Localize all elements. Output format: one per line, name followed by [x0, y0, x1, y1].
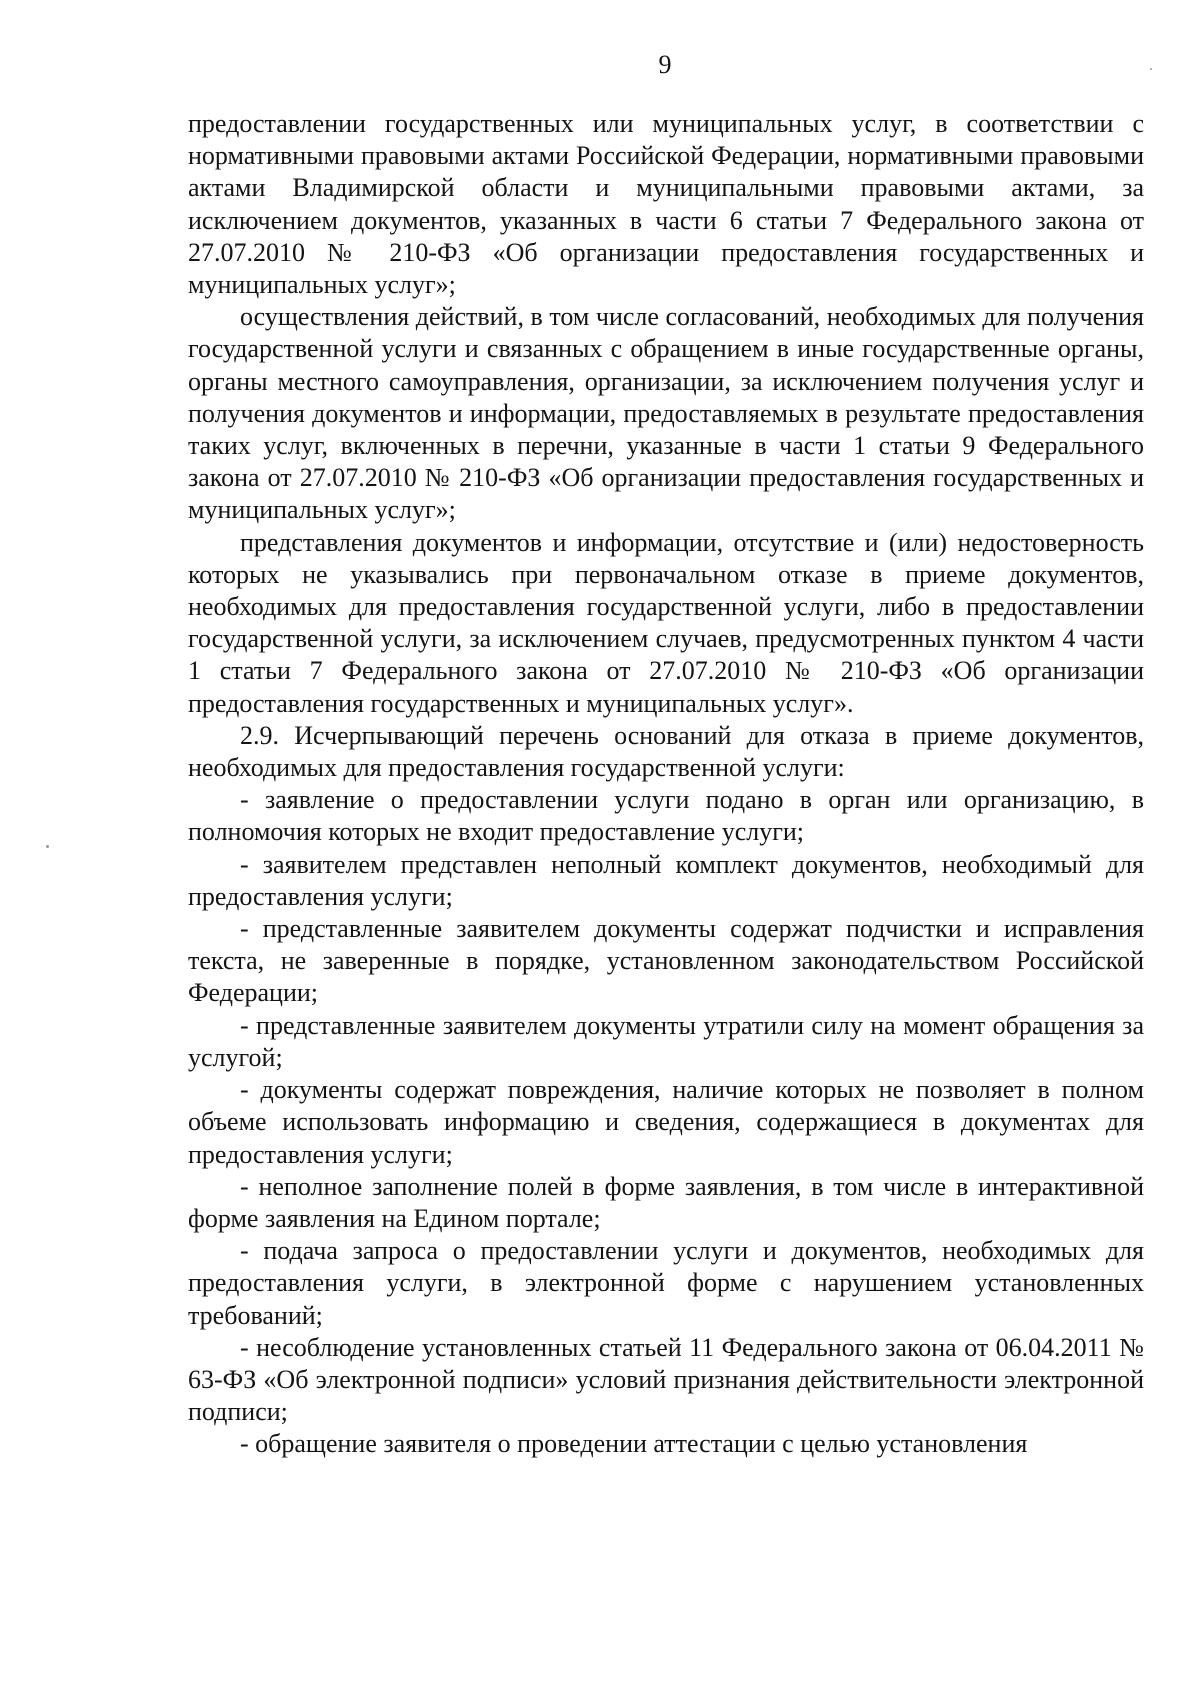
- list-item-6: - неполное заполнение полей в форме заявления, в том числе в интерактивной форме заявления на Едином портале;: [188, 1171, 1144, 1233]
- page-number: 9: [658, 50, 672, 79]
- list-item-1: - заявление о предоставлении услуги подано в орган или организацию, в полномочия которых не входит предоставление услуги;: [188, 785, 1144, 847]
- scan-speck: [46, 845, 49, 848]
- list-item-2: - заявителем представлен неполный комплект документов, необходимый для предоставления услуги;: [188, 849, 1144, 911]
- list-item-8: - несоблюдение установленных статьей 11 Федерального закона от 06.04.2011 № 63-ФЗ «Об электронной подписи» условий признания действительности электронной подписи;: [188, 1332, 1144, 1427]
- paragraph-3: представления документов и информации, отсутствие и (или) недостоверность которых не указывались при первоначальном отказе в приеме документов, необходимых для предоставления государственной услуги, либо в предоставлении государственной услуги, за исключением случаев, предусмотренных пунктом 4 части 1 статьи 7 Федерального закона от 27.07.2010 № 210-ФЗ «Об организации предоставления государственных и муниципальных услуг».: [188, 527, 1144, 718]
- list-item-5: - документы содержат повреждения, наличие которых не позволяет в полном объеме использовать информацию и сведения, содержащиеся в документах для предоставления услуги;: [188, 1075, 1144, 1169]
- list-item-3: - представленные заявителем документы содержат подчистки и исправления текста, не заверенные в порядке, установленном законодательством Российской Федерации;: [188, 914, 1144, 1008]
- section-2-9-heading: 2.9. Исчерпывающий перечень оснований для отказа в приеме документов, необходимых для предоставления государственной услуги:: [188, 720, 1144, 783]
- paragraph-1-continuation: предоставлении государственных или муниципальных услуг, в соответствии с нормативными правовыми актами Российской Федерации, нормативными правовыми актами Владимирской области и муниципальными правовыми актами, за исключением документов, указанных в части 6 статьи 7 Федерального закона от 27.07.2010 № 210-ФЗ «Об организации предоставления государственных и муниципальных услуг»;: [188, 109, 1144, 300]
- paragraph-2: осуществления действий, в том числе согласований, необходимых для получения государственной услуги и связанных с обращением в иные государственные органы, органы местного самоуправления, организации, за исключением получения услуг и получения документов и информации, предоставляемых в результате предоставления таких услуг, включенных в перечни, указанные в части 1 статьи 9 Федерального закона от 27.07.2010 № 210-ФЗ «Об организации предоставления государственных и муниципальных услуг»;: [188, 302, 1144, 525]
- list-item-9: - обращение заявителя о проведении аттестации с целью установления: [240, 1429, 1028, 1459]
- list-item-4: - представленные заявителем документы утратили силу на момент обращения за услугой;: [188, 1010, 1144, 1072]
- scan-speck: [1150, 68, 1152, 70]
- document-body: [188, 108, 1144, 1461]
- list-item-7: - подача запроса о предоставлении услуги и документов, необходимых для предоставления услуги, в электронной форме с нарушением установленных требований;: [188, 1236, 1144, 1330]
